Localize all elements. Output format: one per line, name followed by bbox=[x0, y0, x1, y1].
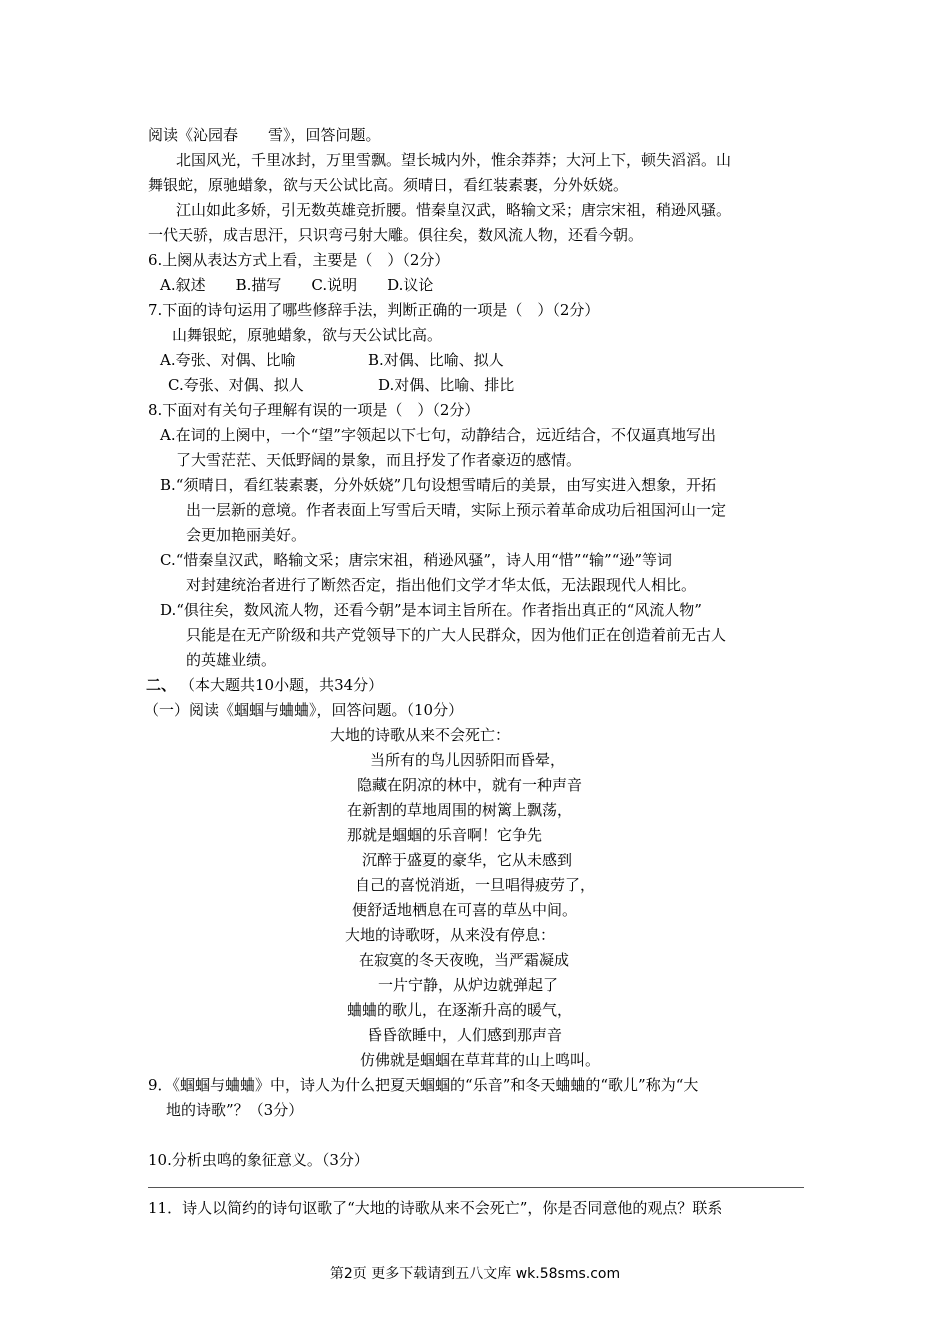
poem-line: 在新割的草地周围的树篱上飘荡， bbox=[347, 801, 573, 819]
poem-line: 昏昏欲睡中，人们感到那声音 bbox=[367, 1026, 563, 1044]
poem-line: 当所有的鸟儿因骄阳而昏晕， bbox=[370, 751, 566, 769]
question-10: 10.分析虫鸣的象征意义。（3分） bbox=[148, 1151, 369, 1169]
poem-line: 仿佛就是蝈蝈在草茸茸的山上鸣叫。 bbox=[360, 1051, 601, 1069]
option-line: 只能是在无产阶级和共产党领导下的广大人民群众，因为他们正在创造着前无古人 bbox=[186, 626, 727, 644]
option-line: 会更加艳丽美好。 bbox=[186, 526, 307, 544]
text-line: 江山如此多娇，引无数英雄竞折腰。惜秦皇汉武，略输文采；唐宗宋祖，稍逊风骚。 bbox=[176, 201, 732, 219]
poem-line: 那就是蝈蝈的乐音啊！它争先 bbox=[347, 826, 543, 844]
question-8: 8.下面对有关句子理解有误的一项是（ ）（2分） bbox=[148, 401, 480, 419]
option-a: A.夸张、对偶、比喻 bbox=[160, 351, 296, 369]
poem-line: 自己的喜悦消逝，一旦唱得疲劳了， bbox=[355, 876, 596, 894]
option-d: D.对偶、比喻、排比 bbox=[378, 376, 515, 394]
option-line: C.“惜秦皇汉武，略输文采；唐宗宋祖，稍逊风骚”，诗人用“惜”“输”“逊”等词 bbox=[160, 551, 673, 569]
text-line: 舞银蛇，原驰蜡象，欲与天公试比高。须晴日，看红装素裹，分外妖娆。 bbox=[148, 176, 629, 194]
poem-line: 便舒适地栖息在可喜的草丛中间。 bbox=[352, 901, 578, 919]
question-7: 7.下面的诗句运用了哪些修辞手法，判断正确的一项是（ ）（2分） bbox=[148, 301, 600, 319]
option-line: B.“须晴日，看红装素裹，分外妖娆”几句设想雪晴后的美景，由写实进入想象，开拓 bbox=[160, 476, 717, 494]
page-footer: 第2页 更多下载请到五八文库 wk.58sms.com bbox=[329, 1266, 621, 1282]
option-line: D.“俱往矣，数风流人物，还看今朝”是本词主旨所在。作者指出真正的“风流人物” bbox=[160, 601, 702, 619]
poem-line: 在寂寞的冬天夜晚，当严霜凝成 bbox=[359, 951, 570, 969]
option-b: B.对偶、比喻、拟人 bbox=[368, 351, 504, 369]
poem-line: 隐藏在阴凉的林中，就有一种声音 bbox=[357, 776, 583, 794]
question-6: 6.上阕从表达方式上看，主要是（ ）（2分） bbox=[148, 251, 450, 269]
answer-line bbox=[148, 1187, 804, 1188]
question-9: 9．《蝈蝈与蛐蛐》中，诗人为什么把夏天蝈蝈的“乐音”和冬天蛐蛐的“歌儿”称为“大 bbox=[148, 1076, 699, 1094]
option-line: A.在词的上阕中，一个“望”字领起以下七句，动静结合，远近结合，不仅逼真地写出 bbox=[160, 426, 716, 444]
poem-line: 大地的诗歌呀，从来没有停息： bbox=[345, 926, 556, 944]
option-c: C.夸张、对偶、拟人 bbox=[168, 376, 304, 394]
poem-line: 沉醉于盛夏的豪华，它从未感到 bbox=[362, 851, 573, 869]
section-number: 二、 bbox=[146, 676, 177, 694]
question-6-options: A.叙述 B.描写 C.说明 D.议论 bbox=[160, 276, 434, 294]
option-line: 出一层新的意境。作者表面上写雪后天晴，实际上预示着革命成功后祖国河山一定 bbox=[186, 501, 727, 519]
subsection-heading: （一）阅读《蝈蝈与蛐蛐》，回答问题。（10分） bbox=[144, 701, 464, 719]
section-description: （本大题共10小题，共34分） bbox=[180, 676, 384, 694]
text-line: 北国风光，千里冰封，万里雪飘。望长城内外，惟余莽莽；大河上下，顿失滔滔。山 bbox=[176, 151, 732, 169]
reading-intro: 阅读《沁园春 雪》，回答问题。 bbox=[148, 126, 381, 144]
poem-line: 一片宁静，从炉边就弹起了 bbox=[378, 976, 559, 994]
poem-line: 蛐蛐的歌儿，在逐渐升高的暖气， bbox=[347, 1001, 573, 1019]
poem-line: 大地的诗歌从来不会死亡： bbox=[330, 726, 511, 744]
option-line: 了大雪茫茫、天低野阔的景象，而且抒发了作者豪迈的感情。 bbox=[176, 451, 582, 469]
option-line: 对封建统治者进行了断然否定，指出他们文学才华太低，无法跟现代人相比。 bbox=[186, 576, 697, 594]
text-line: 一代天骄，成吉思汗，只识弯弓射大雕。俱往矣，数风流人物，还看今朝。 bbox=[148, 226, 644, 244]
question-9-cont: 地的诗歌”？（3分） bbox=[166, 1101, 304, 1119]
question-11: 11．诗人以简约的诗句讴歌了“大地的诗歌从来不会死亡”，你是否同意他的观点？联系 bbox=[148, 1199, 723, 1217]
option-line: 的英雄业绩。 bbox=[186, 651, 277, 669]
question-7-quote: 山舞银蛇，原驰蜡象，欲与天公试比高。 bbox=[172, 326, 443, 344]
